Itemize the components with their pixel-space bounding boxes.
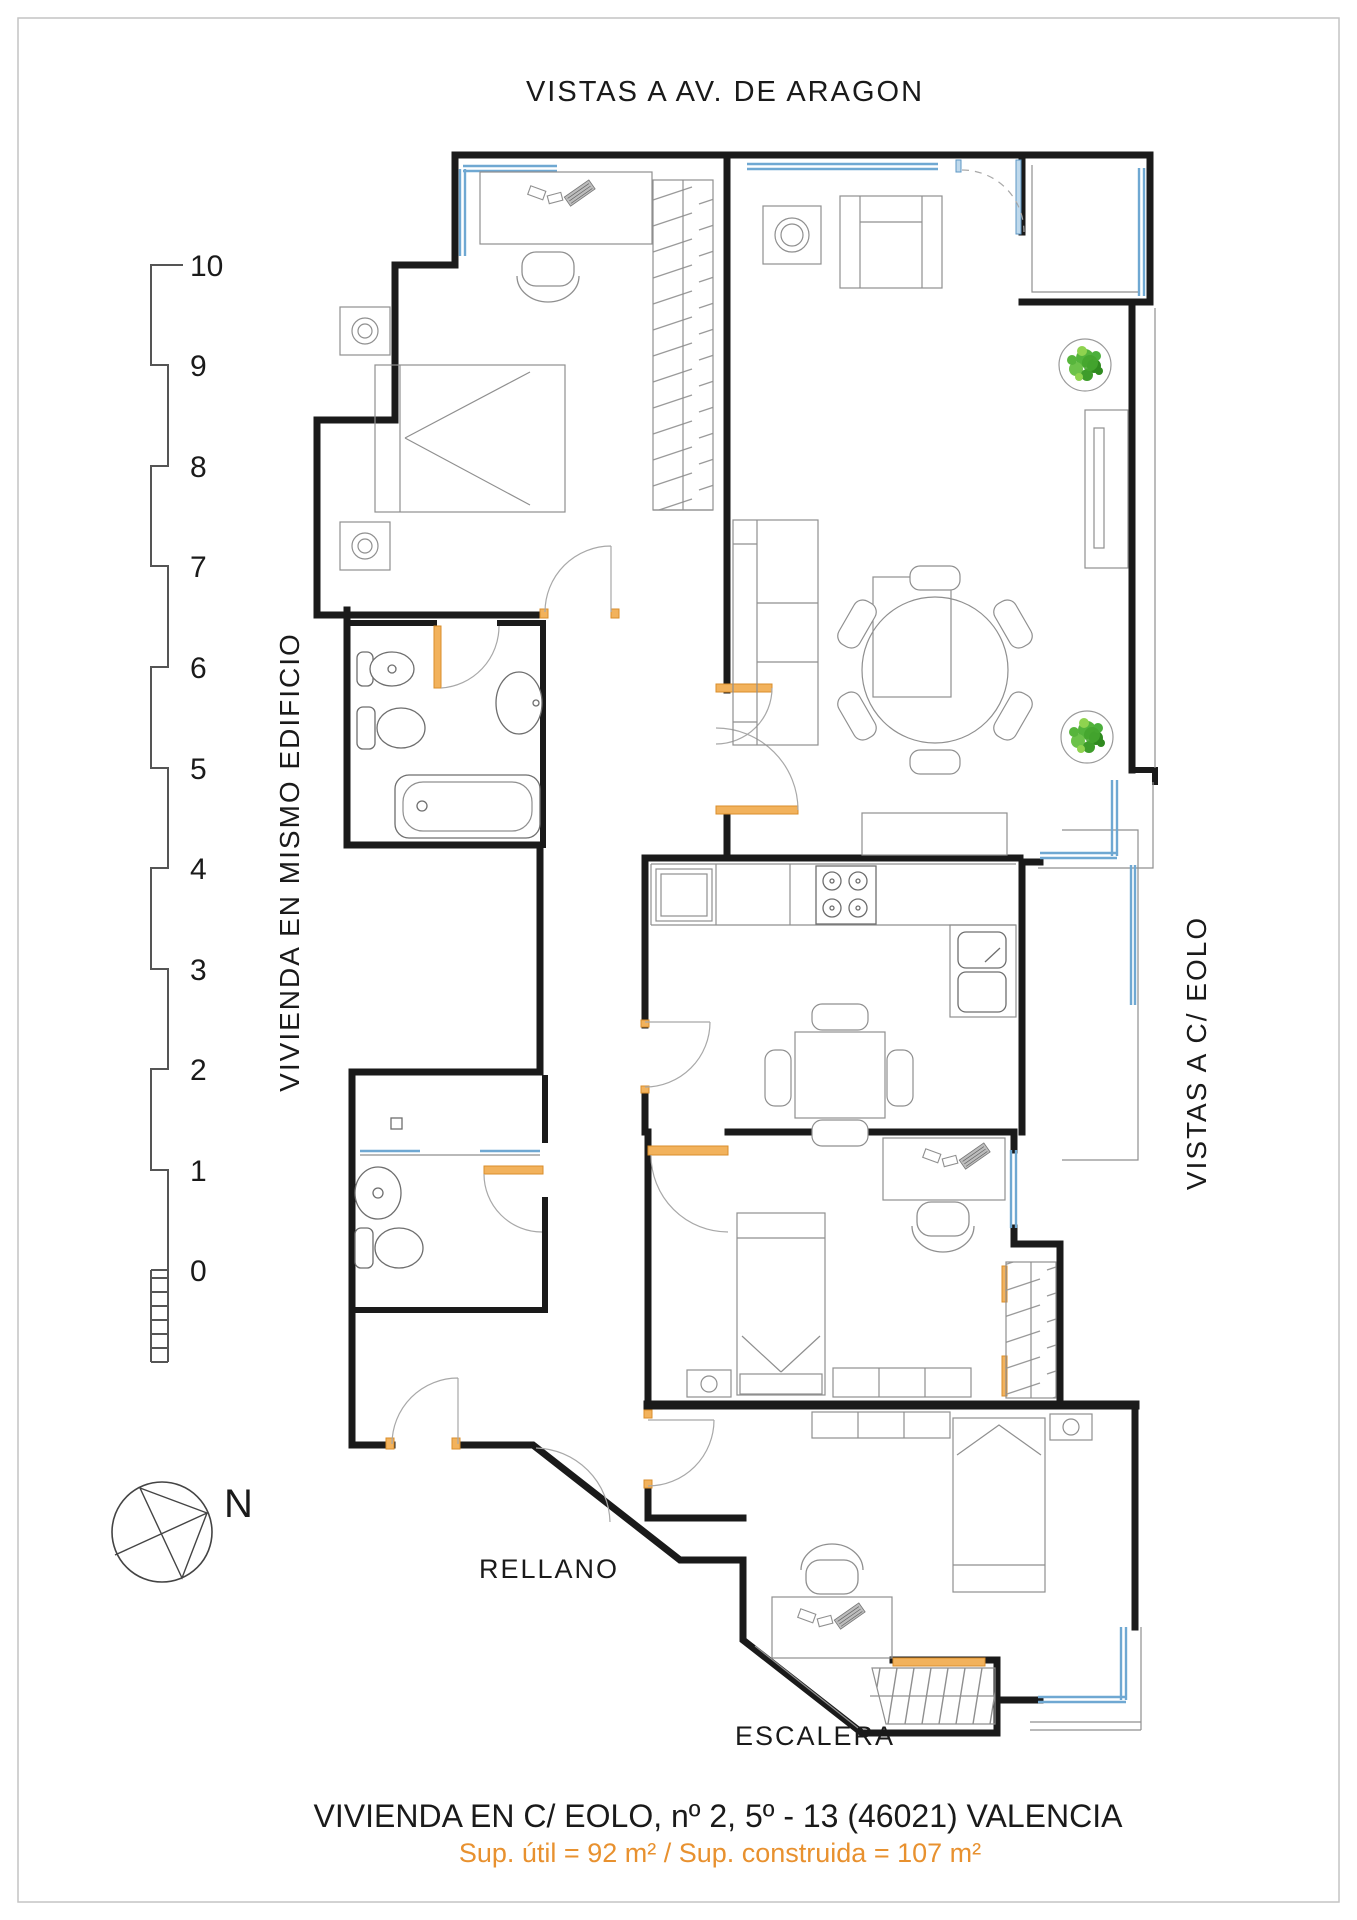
desk-bed3 xyxy=(772,1597,892,1658)
door-bed3-jamb-bottom xyxy=(644,1480,652,1488)
terrace-inner-line xyxy=(1032,165,1138,292)
dining-chair-s xyxy=(910,750,960,774)
chair-bed2 xyxy=(912,1202,974,1252)
kitchen-table xyxy=(795,1032,885,1118)
scale-bar xyxy=(151,250,223,1362)
armchair xyxy=(840,196,942,288)
lamp-bed1-b-inner xyxy=(358,539,372,553)
door-bed3-jamb-top xyxy=(644,1410,652,1418)
plan-title: VIVIENDA EN C/ EOLO, nº 2, 5º - 13 (46021) VALENCIA xyxy=(313,1798,1123,1834)
toilet1-tank xyxy=(357,707,375,749)
dining-chair-n xyxy=(910,566,960,590)
tv-screen xyxy=(1094,428,1104,548)
kitchen-oven-inner xyxy=(661,874,707,916)
toilet2-bowl xyxy=(375,1228,423,1268)
building-label-left: VIVIENDA EN MISMO EDIFICIO xyxy=(274,632,305,1092)
kitchen-chair-s xyxy=(812,1120,868,1146)
washbasin2-drain xyxy=(373,1188,383,1198)
door-bath1-arc xyxy=(441,626,499,688)
door-balcony-arc xyxy=(962,170,1024,232)
nightstand-bed3 xyxy=(1050,1414,1092,1440)
sofa-cushions xyxy=(733,520,818,745)
dining-chair-ne xyxy=(990,596,1036,651)
door-bath1-leaf xyxy=(434,626,441,688)
bottom-right-sill xyxy=(1030,1627,1141,1730)
door-entrance-jamb-right xyxy=(452,1438,460,1449)
door-bed2-sill xyxy=(648,1146,728,1155)
plant-1 xyxy=(1059,339,1111,391)
wall-top-right xyxy=(455,155,1150,770)
side-table xyxy=(763,206,821,264)
bedroom2-furniture xyxy=(687,1138,1056,1398)
exterior-walls xyxy=(317,155,1155,1733)
washbasin1-faucet xyxy=(533,700,539,706)
coffee-table xyxy=(873,577,951,697)
kitchen-chair-n xyxy=(812,1004,868,1030)
chair-bed1 xyxy=(517,252,579,302)
lightwell-outline xyxy=(1062,830,1138,1160)
window-bed2 xyxy=(1011,1150,1016,1228)
staircase-label: ESCALERA xyxy=(734,1721,896,1751)
lamp-bed1-a-inner xyxy=(358,324,372,338)
double-bed xyxy=(375,365,565,512)
door-entrance-jamb-left xyxy=(386,1438,394,1449)
scale-bar-zigzag xyxy=(151,265,183,1270)
single-bed-3 xyxy=(953,1418,1045,1592)
window-dining-corner xyxy=(1040,780,1117,858)
bidet-drain xyxy=(388,665,396,673)
drawers-bed2-dividers xyxy=(879,1368,925,1397)
desk-bed1 xyxy=(480,172,652,244)
interior-walls xyxy=(317,155,1135,1700)
scale-tick-2: 2 xyxy=(190,1054,207,1087)
windows xyxy=(360,160,1144,1702)
toilet1-bowl xyxy=(377,708,425,748)
scale-tick-1: 1 xyxy=(190,1155,207,1188)
compass-needle xyxy=(115,1488,207,1578)
bathroom1-fixtures xyxy=(357,652,542,838)
kitchen-furniture xyxy=(651,864,1016,1146)
door-kitchen-jamb-top xyxy=(641,1020,649,1027)
lamp-bed1-b xyxy=(352,533,378,559)
sideboard xyxy=(862,813,1007,855)
desk-items-bed3 xyxy=(798,1603,865,1629)
toilet2-tank xyxy=(355,1228,373,1268)
cabinet-bed3 xyxy=(812,1412,950,1438)
wall-terrace xyxy=(1022,155,1132,302)
desk-items-bed1 xyxy=(528,180,595,206)
sink-basin-2 xyxy=(958,972,1006,1012)
window-balcony-door-jamb xyxy=(956,160,961,172)
scale-tick-5: 5 xyxy=(190,753,207,786)
street-view-label-right: VISTAS A C/ EOLO xyxy=(1181,915,1212,1191)
kitchen-oven xyxy=(656,869,712,921)
lamp-bed1-a xyxy=(352,318,378,344)
door-bed1-jamb-left xyxy=(540,609,548,618)
door-living-upper-leaf xyxy=(716,684,772,692)
single-bed-2 xyxy=(737,1213,825,1395)
street-view-label-top: VISTAS A AV. DE ARAGON xyxy=(525,76,925,108)
scale-bar-numbers xyxy=(190,250,223,1288)
door-entrance-arc xyxy=(392,1378,458,1444)
dining-table xyxy=(862,597,1008,743)
wall-left-side xyxy=(317,610,540,1445)
double-bed-linen xyxy=(400,365,530,512)
compass-rose xyxy=(112,1482,253,1582)
cabinet-bed3-dividers xyxy=(858,1412,904,1438)
scale-tick-4: 4 xyxy=(190,853,207,886)
door-bath2-leaf xyxy=(484,1166,543,1174)
kitchen-chair-e xyxy=(887,1050,913,1106)
door-bed2-arc xyxy=(651,1155,728,1232)
bedroom3-furniture xyxy=(772,1412,1092,1658)
scale-tick-0: 0 xyxy=(190,1255,207,1288)
bathroom2-fixtures xyxy=(355,1118,423,1268)
drawers-bed2 xyxy=(833,1368,971,1397)
compass-circle xyxy=(112,1482,212,1582)
nightstand-bed1-b xyxy=(340,522,390,570)
scale-tick-7: 7 xyxy=(190,551,207,584)
single-bed-2-linen xyxy=(737,1238,825,1372)
plan-area-note: Sup. útil = 92 m² / Sup. construida = 107 m² xyxy=(458,1838,982,1868)
chair-bed3 xyxy=(801,1544,863,1594)
window-lightwell xyxy=(1131,865,1135,1005)
plant-2 xyxy=(1061,711,1113,763)
door-living-upper-arc xyxy=(716,688,772,744)
table-lamp xyxy=(775,218,809,252)
shower-drain xyxy=(391,1118,402,1129)
dining-chair-se xyxy=(990,688,1036,743)
lamp-bed3 xyxy=(1063,1419,1079,1435)
living-room-furniture xyxy=(733,165,1138,855)
wall-corner-jog xyxy=(1132,770,1155,782)
window-living-top xyxy=(747,164,938,169)
window-bed3-corner xyxy=(1038,1627,1126,1702)
window-bed1-bay xyxy=(460,166,557,256)
single-bed-3-linen xyxy=(953,1425,1045,1565)
scale-tick-9: 9 xyxy=(190,350,207,383)
door-bed3-arc xyxy=(648,1420,714,1486)
door-living-lower-leaf xyxy=(716,806,798,814)
compass-north-label: N xyxy=(224,1482,253,1526)
tv-cabinet xyxy=(1085,410,1128,568)
door-stair-sill xyxy=(893,1658,985,1666)
door-bath2-arc xyxy=(484,1174,542,1232)
desk-items-bed2 xyxy=(923,1143,990,1169)
scale-tick-3: 3 xyxy=(190,954,207,987)
scale-tick-10: 10 xyxy=(190,250,224,283)
bathtub-drain xyxy=(417,801,427,811)
lamp-bed2 xyxy=(701,1376,717,1392)
door-kitchen-arc xyxy=(645,1022,710,1087)
scale-tick-6: 6 xyxy=(190,652,207,685)
nightstand-bed1-a xyxy=(340,307,390,355)
scale-bar-comb xyxy=(151,1270,168,1362)
window-terrace-right xyxy=(1139,168,1144,296)
sofa xyxy=(733,520,818,745)
door-bed1-arc xyxy=(545,546,611,612)
window-balcony-door-leaf xyxy=(1016,160,1021,234)
door-bed1-jamb-right xyxy=(611,609,619,618)
wall-kitchen-right xyxy=(1022,862,1040,1132)
single-bed-2-foot xyxy=(740,1374,822,1394)
scale-tick-8: 8 xyxy=(190,451,207,484)
landing-label: RELLANO xyxy=(478,1554,620,1584)
kitchen-chair-w xyxy=(765,1050,791,1106)
armchair-cushions xyxy=(860,196,922,288)
nightstand-bed2 xyxy=(687,1370,731,1397)
table-lamp-inner xyxy=(781,224,803,246)
wall-top-left-steps xyxy=(317,155,455,615)
corner-window-sill xyxy=(1038,782,1153,868)
wall-bed3-left xyxy=(648,1405,743,1518)
